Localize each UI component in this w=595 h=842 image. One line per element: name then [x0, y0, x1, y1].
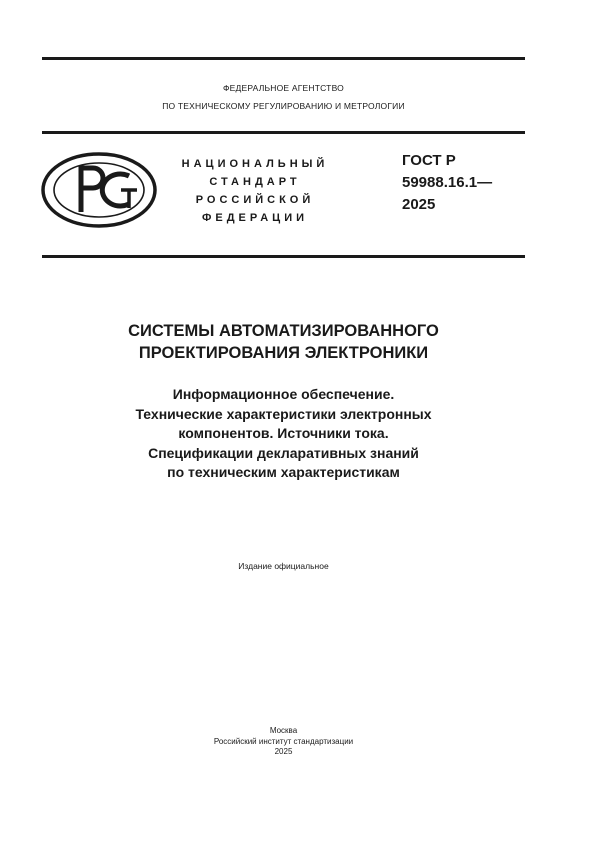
national-standard-line: РОССИЙСКОЙ — [195, 194, 315, 206]
national-standard-label — [170, 155, 340, 227]
document-title — [42, 320, 525, 364]
title-line: СИСТЕМЫ АВТОМАТИЗИРОВАННОГО — [128, 322, 439, 340]
designation-line: 59988.16.1— — [402, 174, 493, 191]
subtitle-line: по техническим характеристикам — [167, 464, 400, 480]
designation-line: 2025 — [402, 196, 436, 213]
title-line: ПРОЕКТИРОВАНИЯ ЭЛЕКТРОНИКИ — [138, 344, 429, 362]
designation-line: ГОСТ Р — [402, 152, 456, 169]
footer-year: 2025 — [274, 747, 293, 756]
subtitle-line: Технические характеристики электронных — [135, 405, 432, 422]
agency-name-line-2: ПО ТЕХНИЧЕСКОМУ РЕГУЛИРОВАНИЮ И МЕТРОЛОГИИ — [162, 101, 405, 111]
national-standard-line: НАЦИОНАЛЬНЫЙ — [181, 158, 329, 170]
subtitle-line: Спецификации декларативных знаний — [148, 444, 419, 461]
standard-designation — [402, 150, 492, 216]
document-subtitle — [42, 385, 525, 483]
bottom-rule — [42, 255, 525, 258]
rst-certification-mark-icon — [41, 152, 157, 228]
top-rule — [42, 57, 525, 60]
national-standard-line: СТАНДАРТ — [209, 176, 301, 188]
footer-city: Москва — [269, 726, 298, 735]
subtitle-line: Информационное обеспечение. — [172, 386, 395, 402]
edition-note: Издание официальное — [238, 561, 329, 571]
subtitle-line: компонентов. Источники тока. — [178, 425, 389, 441]
agency-name-line-1: ФЕДЕРАЛЬНОЕ АГЕНТСТВО — [223, 83, 344, 93]
footer-publisher: Российский институт стандартизации — [213, 736, 354, 746]
national-standard-line: ФЕДЕРАЦИИ — [201, 212, 309, 224]
middle-rule — [42, 131, 525, 134]
publisher-footer — [42, 726, 525, 758]
